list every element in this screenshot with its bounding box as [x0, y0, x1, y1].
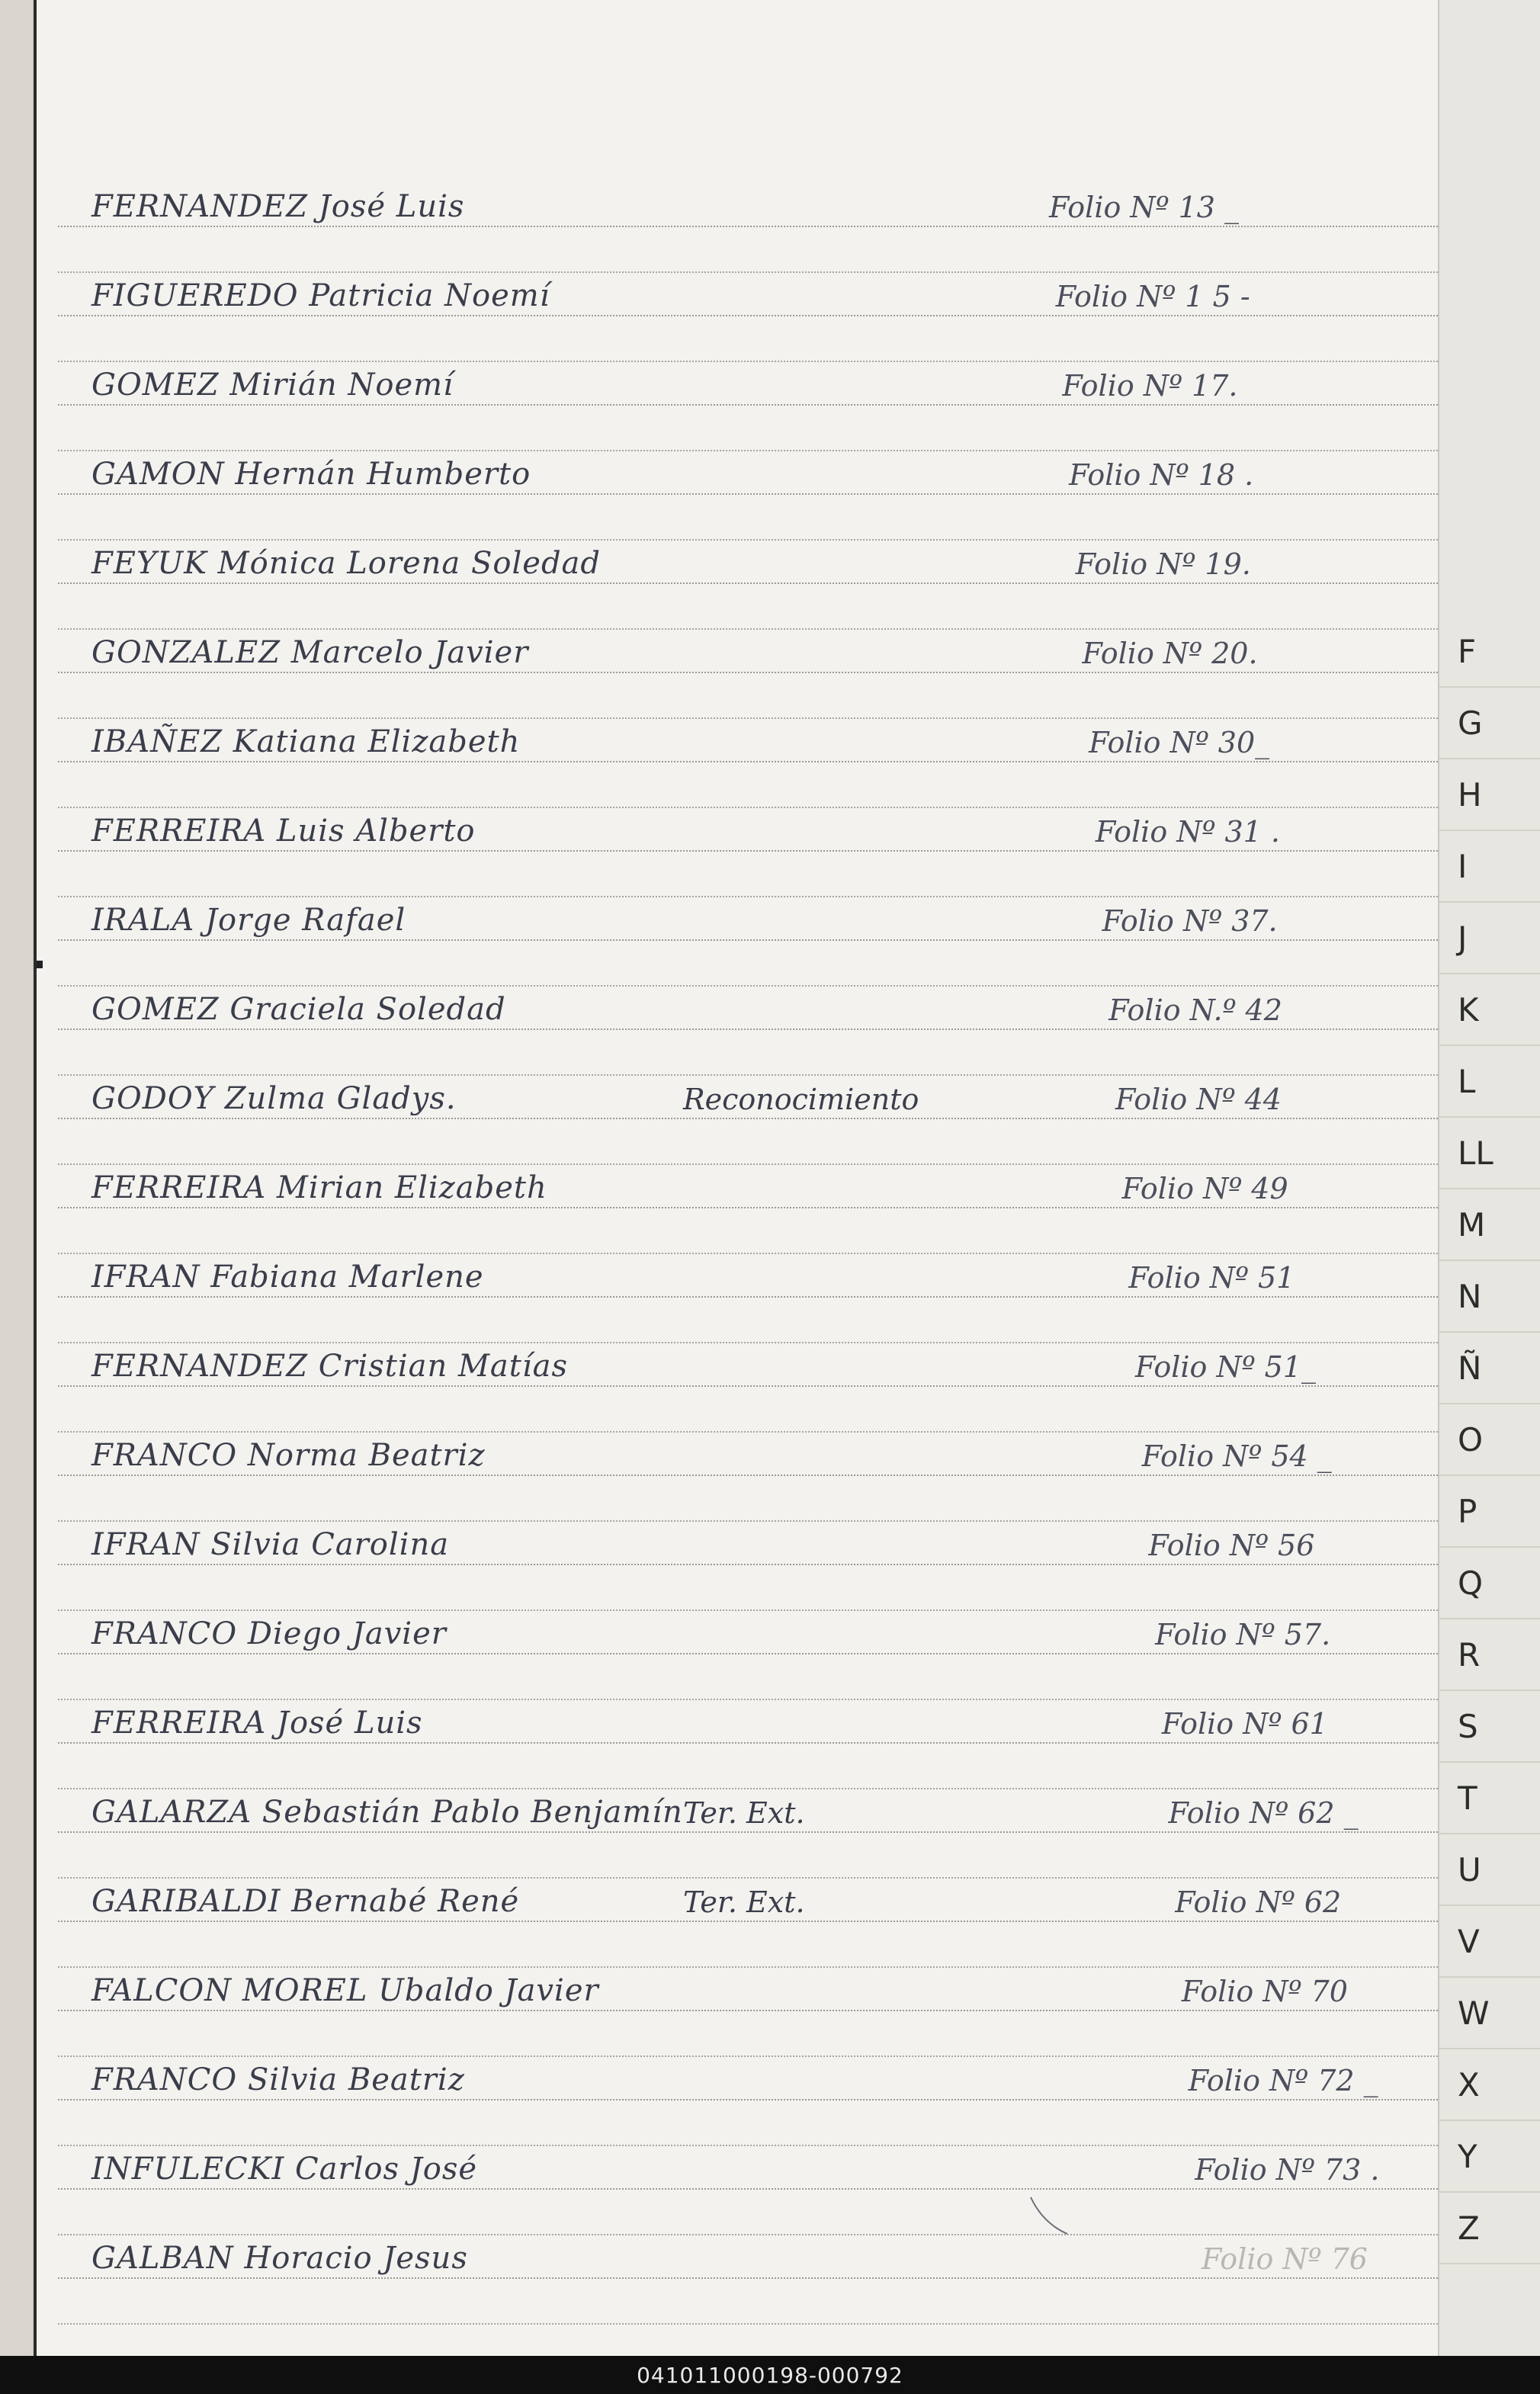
ruled-line: [58, 1877, 1453, 1879]
entry-folio: Folio Nº 1 5 -: [1055, 280, 1250, 313]
index-tab[interactable]: J: [1439, 903, 1540, 974]
entry-name: GAMON Hernán Humberto: [91, 457, 531, 492]
entry-rule: [58, 1385, 1453, 1387]
ruled-line: [58, 2055, 1453, 2057]
entry-name: FRANCO Silvia Beatriz: [91, 2062, 465, 2097]
ledger-entry: [58, 457, 1453, 495]
entry-name: FRANCO Norma Beatriz: [91, 1438, 486, 1473]
entry-rule: [58, 1564, 1453, 1565]
entry-folio: Folio Nº 51_: [1135, 1350, 1317, 1384]
index-tab[interactable]: Q: [1439, 1548, 1540, 1619]
index-tab[interactable]: U: [1439, 1834, 1540, 1906]
ruled-line: [58, 539, 1453, 541]
ledger-entry: [58, 1438, 1453, 1476]
entry-folio: Folio Nº 70: [1181, 1975, 1348, 2008]
ledger-entry: [58, 367, 1453, 406]
entry-rule: [58, 1831, 1453, 1833]
entry-folio: Folio Nº 13 _: [1049, 191, 1240, 224]
index-tab[interactable]: X: [1439, 2049, 1540, 2121]
entry-name: IFRAN Silvia Carolina: [91, 1527, 450, 1562]
ledger-entry: [58, 814, 1453, 852]
ledger-sheet: [34, 0, 1441, 2356]
ledger-entry: [58, 546, 1453, 584]
entry-name: FRANCO Diego Javier: [91, 1616, 447, 1651]
entry-name: GODOY Zulma Gladys.: [91, 1081, 457, 1116]
entry-name: GALARZA Sebastián Pablo Benjamín: [91, 1795, 683, 1830]
index-tab[interactable]: S: [1439, 1691, 1540, 1763]
index-tab[interactable]: G: [1439, 688, 1540, 759]
entry-rule: [58, 2010, 1453, 2011]
entry-name: GOMEZ Mirián Noemí: [91, 367, 454, 403]
entry-name: GALBAN Horacio Jesus: [91, 2241, 468, 2276]
index-tab[interactable]: R: [1439, 1619, 1540, 1691]
ruled-line: [58, 1163, 1453, 1165]
entry-rule: [58, 939, 1453, 941]
entry-name: FIGUEREDO Patricia Noemí: [91, 278, 550, 313]
entry-rule: [58, 761, 1453, 762]
index-tab[interactable]: V: [1439, 1906, 1540, 1978]
entry-rule: [58, 2277, 1453, 2279]
index-tab[interactable]: F: [1439, 616, 1540, 688]
entry-folio: Folio Nº 73 .: [1195, 2153, 1380, 2187]
entry-folio: Folio Nº 76: [1202, 2242, 1368, 2276]
entry-rule: [58, 1742, 1453, 1744]
ruled-line: [58, 896, 1453, 897]
entry-name: INFULECKI Carlos José: [91, 2152, 478, 2187]
ruled-line: [58, 271, 1453, 273]
entry-name: IRALA Jorge Rafael: [91, 903, 406, 938]
entry-rule: [58, 1207, 1453, 1208]
ruled-line: [58, 2234, 1453, 2235]
ruled-line: [58, 1342, 1453, 1343]
entry-name: IFRAN Fabiana Marlene: [91, 1260, 484, 1295]
entry-folio: Folio Nº 44: [1115, 1083, 1282, 1116]
entry-folio: Folio Nº 51: [1128, 1261, 1295, 1295]
entry-rule: [58, 493, 1453, 495]
entry-name: FERNANDEZ José Luis: [91, 189, 465, 224]
entry-folio: Folio Nº 19.: [1075, 547, 1251, 581]
entry-rule: [58, 2099, 1453, 2100]
ledger-entry: [58, 2152, 1453, 2190]
ruled-line: [58, 1253, 1453, 1254]
ledger-entry: [58, 903, 1453, 941]
entry-folio: Folio Nº 30_: [1089, 726, 1270, 759]
ledger-entry: [58, 1795, 1453, 1833]
entry-rule: [58, 315, 1453, 316]
index-tab[interactable]: M: [1439, 1189, 1540, 1261]
entry-rule: [58, 404, 1453, 406]
entry-rule: [58, 1475, 1453, 1476]
entry-folio: Folio N.º 42: [1108, 993, 1282, 1027]
ledger-entry: [58, 1081, 1453, 1119]
ledger-entry: [58, 189, 1453, 227]
index-tab[interactable]: LL: [1439, 1118, 1540, 1189]
ruled-line: [58, 1788, 1453, 1789]
ledger-entry: [58, 1973, 1453, 2011]
entry-name: FERREIRA Luis Alberto: [91, 814, 476, 849]
ledger-entry: [58, 1349, 1453, 1387]
document-id-footer: 041011000198-000792: [0, 2356, 1540, 2394]
ruled-line: [58, 807, 1453, 808]
ledger-entry: [58, 635, 1453, 673]
entry-name: GOMEZ Graciela Soledad: [91, 992, 506, 1027]
entry-rule: [58, 672, 1453, 673]
ruled-line: [58, 361, 1453, 362]
entry-rule: [58, 1029, 1453, 1030]
entry-note: Ter. Ext.: [683, 1885, 805, 1919]
entry-name: GONZALEZ Marcelo Javier: [91, 635, 529, 670]
entry-rule: [58, 1653, 1453, 1654]
index-tab[interactable]: W: [1439, 1978, 1540, 2049]
ledger-entry: [58, 724, 1453, 762]
index-tab[interactable]: K: [1439, 974, 1540, 1046]
ledger-entry: [58, 1170, 1453, 1208]
ruled-line: [58, 1609, 1453, 1611]
entry-folio: Folio Nº 54 _: [1141, 1439, 1332, 1473]
entry-folio: Folio Nº 56: [1148, 1529, 1315, 1562]
entry-rule: [58, 1296, 1453, 1298]
ledger-entry: [58, 1616, 1453, 1654]
ruled-line: [58, 717, 1453, 719]
entry-folio: Folio Nº 49: [1121, 1172, 1288, 1205]
entry-folio: Folio Nº 57.: [1155, 1618, 1331, 1651]
entry-name: IBAÑEZ Katiana Elizabeth: [91, 724, 521, 759]
entry-folio: Folio Nº 20.: [1082, 637, 1258, 670]
entry-folio: Folio Nº 62: [1175, 1885, 1342, 1919]
entry-folio: Folio Nº 72 _: [1188, 2064, 1378, 2097]
ruled-line: [58, 1966, 1453, 1968]
entry-name: GARIBALDI Bernabé René: [91, 1884, 520, 1919]
entry-name: FERNANDEZ Cristian Matías: [91, 1349, 569, 1384]
index-tab[interactable]: L: [1439, 1046, 1540, 1118]
entry-name: FALCON MOREL Ubaldo Javier: [91, 1973, 599, 2008]
ledger-entry: [58, 1527, 1453, 1565]
alphabet-index-tabs: [1438, 0, 1540, 2356]
ruled-line: [58, 2145, 1453, 2146]
entry-rule: [58, 1921, 1453, 1922]
entry-rule: [58, 582, 1453, 584]
entry-folio: Folio Nº 61: [1161, 1707, 1328, 1741]
entry-folio: Folio Nº 62 _: [1168, 1796, 1359, 1830]
ledger-entry: [58, 2241, 1453, 2279]
index-tab[interactable]: I: [1439, 831, 1540, 903]
ruled-line: [58, 985, 1453, 987]
ruled-line: [58, 2323, 1453, 2325]
entry-note: Ter. Ext.: [683, 1796, 805, 1830]
ruled-line: [58, 628, 1453, 630]
entry-folio: Folio Nº 37.: [1102, 904, 1278, 938]
index-tab[interactable]: N: [1439, 1261, 1540, 1333]
entry-rule: [58, 850, 1453, 852]
entry-name: FERREIRA José Luis: [91, 1706, 423, 1741]
index-tab[interactable]: Y: [1439, 2121, 1540, 2193]
ruled-line: [58, 1699, 1453, 1700]
entry-folio: Folio Nº 18 .: [1069, 458, 1254, 492]
ledger-entry: [58, 1706, 1453, 1744]
index-tab[interactable]: T: [1439, 1763, 1540, 1834]
ledger-entry: [58, 1884, 1453, 1922]
entry-rule: [58, 226, 1453, 227]
index-tab[interactable]: H: [1439, 759, 1540, 831]
tab-list: [1439, 616, 1540, 2264]
pen-stroke-mark: [1028, 2193, 1073, 2238]
index-tab[interactable]: P: [1439, 1476, 1540, 1548]
index-tab[interactable]: Ñ: [1439, 1333, 1540, 1404]
ledger-entry: [58, 992, 1453, 1030]
ledger-entry: [58, 2062, 1453, 2100]
ruled-line: [58, 1074, 1453, 1076]
entry-folio: Folio Nº 17.: [1062, 369, 1238, 403]
entry-rule: [58, 2188, 1453, 2190]
ruled-line: [58, 1431, 1453, 1433]
ruled-line: [58, 1520, 1453, 1522]
entry-name: FEYUK Mónica Lorena Soledad: [91, 546, 601, 581]
ledger-entry: [58, 278, 1453, 316]
entry-list: [37, 0, 1441, 2356]
entry-rule: [58, 1118, 1453, 1119]
ruled-line: [58, 450, 1453, 451]
entry-folio: Folio Nº 31 .: [1095, 815, 1280, 849]
ledger-entry: [58, 1260, 1453, 1298]
index-tab[interactable]: Z: [1439, 2193, 1540, 2264]
index-tab[interactable]: O: [1439, 1404, 1540, 1476]
entry-note: Reconocimiento: [683, 1083, 919, 1116]
entry-name: FERREIRA Mirian Elizabeth: [91, 1170, 547, 1205]
